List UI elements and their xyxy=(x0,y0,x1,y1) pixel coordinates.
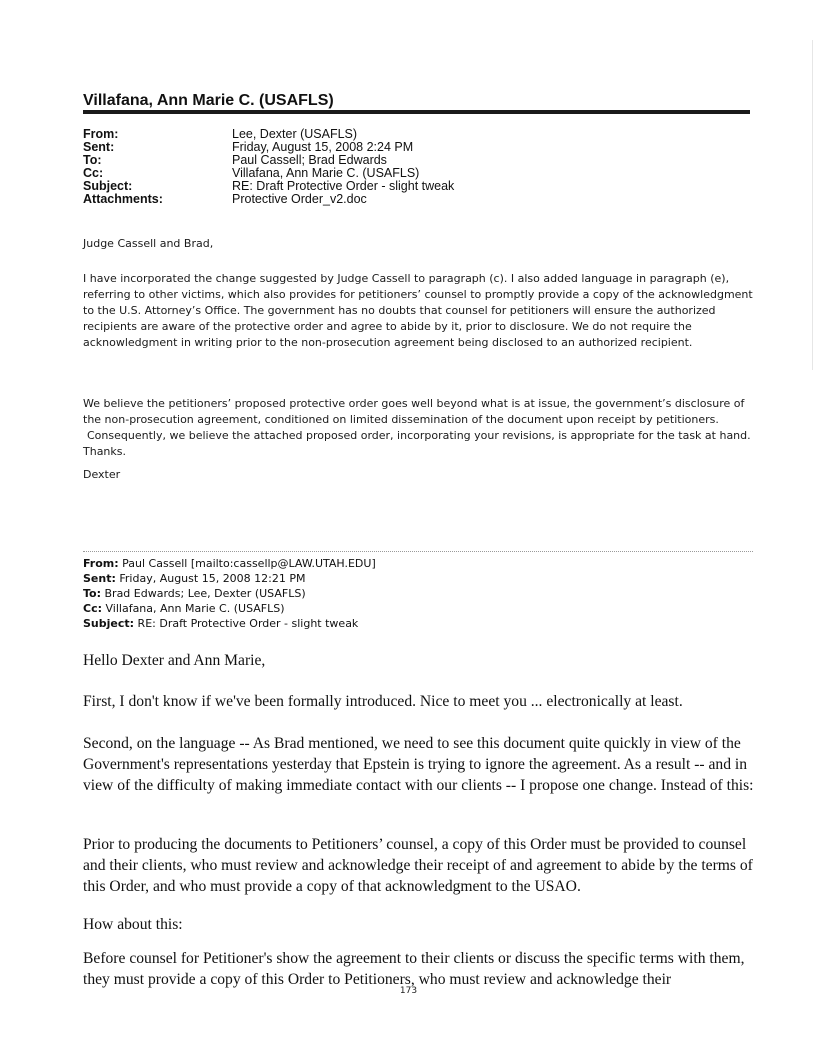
message-separator xyxy=(83,551,753,552)
header-subject-value: RE: Draft Protective Order - slight tweak xyxy=(232,179,455,193)
quoted-subject-row xyxy=(83,616,753,631)
header-sent-value: Friday, August 15, 2008 2:24 PM xyxy=(232,140,414,154)
quoted-from-row xyxy=(83,556,753,571)
header-attachments-value: Protective Order_v2.doc xyxy=(232,192,367,206)
message-paragraph: I have incorporated the change suggested by Judge Cassell to paragraph (c). I also added language in paragraph (e), referring to other victims, which also provides for petitioners’ counsel to promptly provide a copy of the acknowledgment to the U.S. Attorney’s Office. The government has no doubts that counsel for petitioners will ensure the authorized recipients are aware of the protective order and agree to abide by it, prior to disclosure. We do not require the acknowledgment in writing prior to the non-prosecution agreement being disclosed to an authorized recipient. xyxy=(83,272,753,349)
header-cc-label: Cc: xyxy=(83,166,104,180)
message-signoff: Dexter xyxy=(83,468,121,481)
header-to-label: To: xyxy=(83,153,102,167)
header-from-row xyxy=(83,128,750,141)
quoted-greeting: Hello Dexter and Ann Marie, xyxy=(83,652,266,669)
header-subject-row xyxy=(83,180,750,193)
message-paragraph xyxy=(83,396,755,460)
header-sent-row xyxy=(83,141,750,154)
quoted-sent-row xyxy=(83,571,753,586)
quoted-to-value: Brad Edwards; Lee, Dexter (USAFLS) xyxy=(104,587,306,600)
quoted-cc-label: Cc: xyxy=(83,602,102,615)
header-sent-label: Sent: xyxy=(83,140,115,154)
header-cc-value: Villafana, Ann Marie C. (USAFLS) xyxy=(232,166,420,180)
quoted-paragraph: Second, on the language -- As Brad mentioned, we need to see this document quite quickly in view of the Government's representations yesterday that Epstein is trying to ignore the agreement. As a result -- and in view of the difficulty of making immediate contact with our clients -- I propose one change. Instead of this: xyxy=(83,735,754,794)
message-para2b-text: Consequently, we believe the attached proposed order, incorporating your revisions, is appropriate for the task at hand. Thanks. xyxy=(83,429,751,458)
message-greeting: Judge Cassell and Brad, xyxy=(83,237,214,250)
header-subject-label: Subject: xyxy=(83,179,133,193)
message-para2-text: We believe the petitioners’ proposed protective order goes well beyond what is at issue, the government’s disclosure of the non-prosecution agreement, conditioned on limited dissemination of the document upon receipt by petitioners. xyxy=(83,397,745,426)
quoted-sent-label: Sent: xyxy=(83,572,116,585)
mailbox-owner-heading: Villafana, Ann Marie C. (USAFLS) xyxy=(83,92,334,109)
email-header xyxy=(83,128,750,206)
header-to-value: Paul Cassell; Brad Edwards xyxy=(232,153,387,167)
quoted-paragraph: How about this: xyxy=(83,916,183,933)
page-number: 173 xyxy=(399,986,418,996)
heading-rule xyxy=(83,110,750,114)
quoted-paragraph: Before counsel for Petitioner's show the agreement to their clients or discuss the specific terms with them, they must provide a copy of this Order to Petitioners, who must review and acknowledge their xyxy=(83,950,745,988)
quoted-paragraph: First, I don't know if we've been formally introduced. Nice to meet you ... electronically at least. xyxy=(83,693,683,710)
header-attachments-row xyxy=(83,193,750,206)
quoted-subject-label: Subject: xyxy=(83,617,135,630)
quoted-cc-value: Villafana, Ann Marie C. (USAFLS) xyxy=(105,602,285,615)
header-attachments-label: Attachments: xyxy=(83,192,163,206)
header-from-value: Lee, Dexter (USAFLS) xyxy=(232,127,358,141)
quoted-email-header xyxy=(83,556,753,631)
quoted-cc-row xyxy=(83,601,753,616)
quoted-subject-value: RE: Draft Protective Order - slight tweak xyxy=(137,617,359,630)
scan-edge xyxy=(812,40,813,370)
quoted-sent-value: Friday, August 15, 2008 12:21 PM xyxy=(119,572,306,585)
quoted-from-value: Paul Cassell [mailto:cassellp@LAW.UTAH.EDU] xyxy=(122,557,376,570)
quoted-to-row xyxy=(83,586,753,601)
header-from-label: From: xyxy=(83,127,119,141)
quoted-from-label: From: xyxy=(83,557,119,570)
quoted-paragraph: Prior to producing the documents to Petitioners’ counsel, a copy of this Order must be provided to counsel and their clients, who must review and acknowledge their receipt of and agreement to abide by the terms of this Order, and who must provide a copy of that acknowledgment to the USAO. xyxy=(83,836,753,895)
quoted-to-label: To: xyxy=(83,587,101,600)
